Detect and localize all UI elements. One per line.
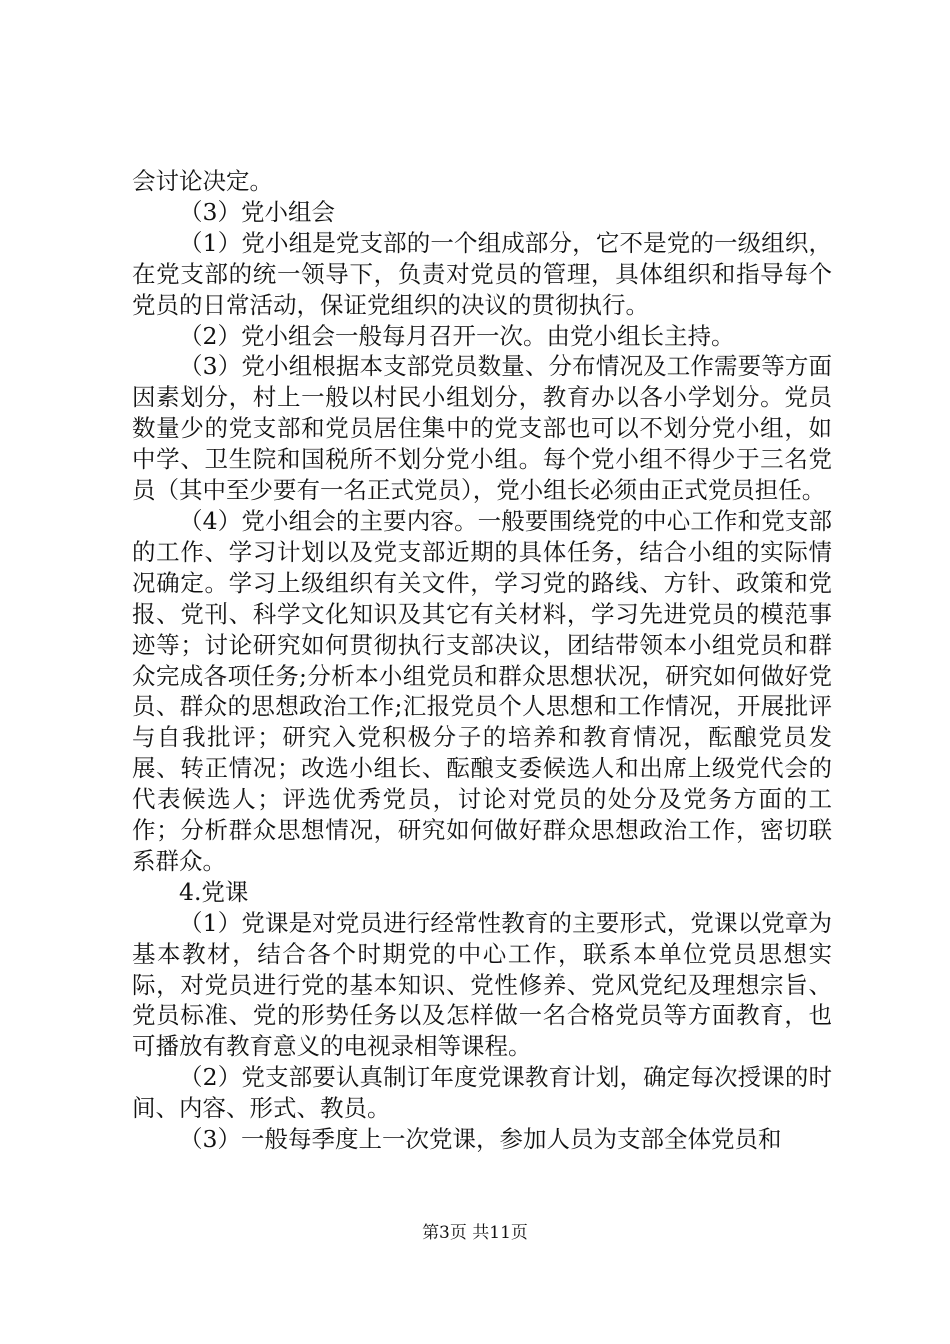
section-heading-party-lesson: 4.党课: [179, 877, 249, 906]
paragraph-continuation: 会讨论决定。: [132, 167, 273, 195]
paragraph-group-division: （3）党小组根据本支部党员数量、分布情况及工作需要等方面因素划分，村上一般以村民小组划分，教育办以各小学划分。党员数量少的党支部和党员居住集中的党支部也可以不划分党小组，如中学、卫生院和国税所不划分党小组。每个党小组不得少于三名党员（其中至少要有一名正式党员），党小组长必须由正式党员担任。: [132, 352, 832, 505]
paragraph-lesson-definition: （1）党课是对党员进行经常性教育的主要形式，党课以党章为基本教材，结合各个时期党的中心工作，联系本单位党员思想实际，对党员进行党的基本知识、党性修养、党风党纪及理想宗旨、党员标准、党的形势任务以及怎样做一名合格党员等方面教育，也可播放有教育意义的电视录相等课程。: [132, 908, 832, 1061]
paragraph-meeting-content: （4）党小组会的主要内容。一般要围绕党的中心工作和党支部的工作、学习计划以及党支部近期的具体任务，结合小组的实际情况确定。学习上级组织有关文件，学习党的路线、方针、政策和党报、党刊、科学文化知识及其它有关材料，学习先进党员的模范事迹等；讨论研究如何贯彻执行支部决议，团结带领本小组党员和群众完成各项任务;分析本小组党员和群众思想状况，研究如何做好党员、群众的思想政治工作;汇报党员个人思想和工作情况，开展批评与自我批评；研究入党积极分子的培养和教育情况，酝酿党员发展、转正情况；改选小组长、酝酿支委候选人和出席上级党代会的代表候选人；评选优秀党员，讨论对党员的处分及党务方面的工作；分析群众思想情况，研究如何做好群众思想政治工作，密切联系群众。: [132, 506, 832, 875]
paragraph-meeting-frequency: （2）党小组会一般每月召开一次。由党小组长主持。: [179, 321, 735, 350]
paragraph-lesson-plan: （2）党支部要认真制订年度党课教育计划，确定每次授课的时间、内容、形式、教员。: [132, 1063, 832, 1123]
section-heading-party-group-meeting: （3）党小组会: [179, 197, 335, 226]
paragraph-lesson-frequency: （3）一般每季度上一次党课，参加人员为支部全体党员和: [179, 1125, 782, 1154]
document-body: [132, 166, 832, 1155]
page-number-footer: 第3页 共11页: [422, 1223, 528, 1243]
paragraph-group-definition: （1）党小组是党支部的一个组成部分，它不是党的一级组织，在党支部的统一领导下，负责对党员的管理，具体组织和指导每个党员的日常活动，保证党组织的决议的贯彻执行。: [132, 228, 832, 319]
